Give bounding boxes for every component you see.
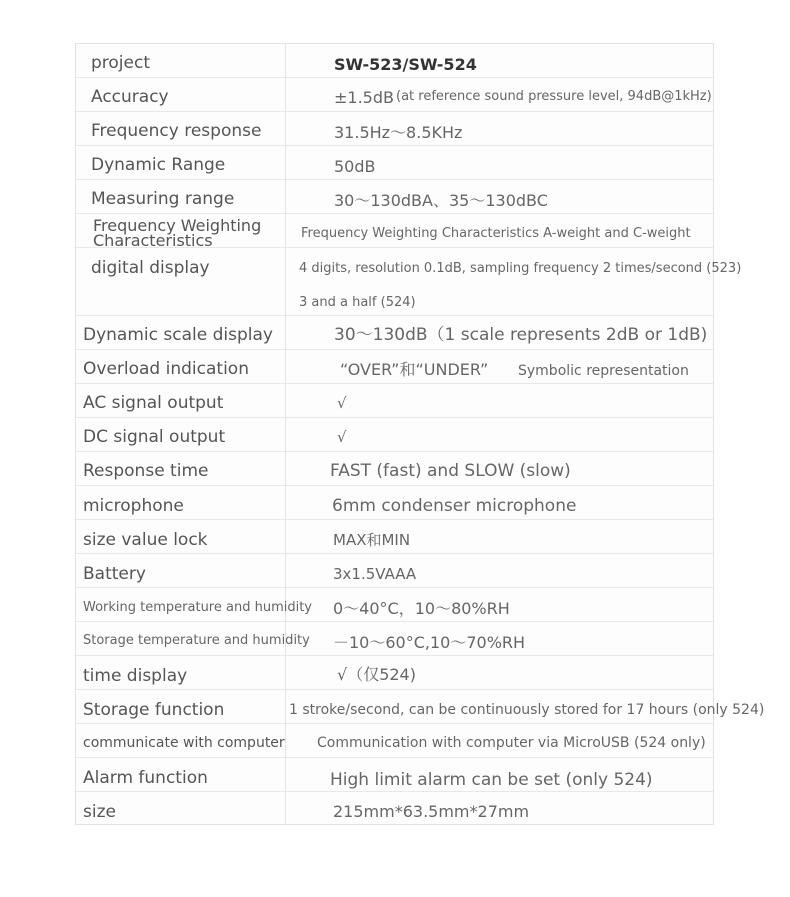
row-value-line2: 3 and a half (524) — [299, 295, 416, 310]
row-value: 1 stroke/second, can be continuously stored for 17 hours (only 524) — [289, 702, 765, 718]
row-value: “OVER”和“UNDER” — [340, 360, 489, 379]
row-label: Dynamic Range — [91, 155, 226, 175]
table-row — [76, 180, 713, 214]
row-label: communicate with computer — [83, 735, 285, 751]
row-note: Symbolic representation — [518, 363, 689, 379]
row-label: Alarm function — [83, 768, 208, 788]
table-row — [76, 146, 713, 180]
row-value: ±1.5dB — [334, 88, 394, 107]
row-label: time display — [83, 666, 188, 686]
check-mark: √ — [337, 394, 347, 412]
row-value: Communication with computer via MicroUSB (524 only) — [317, 735, 706, 751]
row-label: digital display — [91, 258, 210, 278]
table-row — [76, 350, 713, 384]
table-row — [76, 486, 713, 520]
row-value: 30～130dB（1 scale represents 2dB or 1dB) — [334, 325, 708, 345]
table-row — [76, 214, 713, 248]
row-value: FAST (fast) and SLOW (slow) — [330, 461, 571, 481]
table-row — [76, 758, 713, 792]
row-label: Storage function — [83, 700, 225, 720]
table-row — [76, 588, 713, 622]
table-row — [76, 248, 742, 316]
table-row — [76, 316, 713, 350]
row-value: 31.5Hz～8.5KHz — [334, 123, 463, 142]
row-label-line2: Characteristics — [93, 231, 213, 250]
row-label: Accuracy — [91, 87, 169, 107]
spec-table — [75, 43, 765, 825]
row-value: MAX和MIN — [333, 531, 411, 549]
table-row — [76, 112, 713, 146]
row-value: 0～40°C，10～80%RH — [333, 599, 510, 618]
row-label: Overload indication — [83, 359, 249, 379]
table-row — [76, 656, 713, 690]
row-label: Response time — [83, 461, 209, 481]
row-value: High limit alarm can be set (only 524) — [330, 770, 653, 790]
row-label: project — [91, 53, 151, 73]
row-label: Frequency Weighting — [93, 216, 262, 235]
table-row — [76, 690, 765, 724]
row-label: Working temperature and humidity — [83, 600, 312, 615]
table-row — [76, 724, 713, 758]
row-label: Measuring range — [91, 189, 235, 209]
row-value: 30～130dBA、35～130dBC — [334, 191, 548, 210]
table-row — [76, 44, 713, 78]
row-value: 50dB — [334, 157, 376, 176]
row-label: Frequency response — [91, 121, 262, 141]
table-row — [76, 452, 713, 486]
row-value: Frequency Weighting Characteristics A-weight and C-weight — [301, 226, 691, 241]
check-mark: √ — [337, 428, 347, 446]
row-value: 3x1.5VAAA — [333, 565, 417, 583]
row-value: 4 digits, resolution 0.1dB, sampling frequency 2 times/second (523) — [299, 261, 742, 276]
row-value: －10～60°C,10～70%RH — [333, 633, 526, 652]
row-value: SW-523/SW-524 — [334, 55, 477, 74]
row-label: microphone — [83, 496, 184, 516]
row-label: size value lock — [83, 530, 208, 550]
row-label: Dynamic scale display — [83, 325, 273, 345]
table-row — [76, 384, 713, 418]
row-value: 6mm condenser microphone — [332, 496, 577, 516]
row-value: 215mm*63.5mm*27mm — [333, 802, 530, 821]
row-label: DC signal output — [83, 427, 226, 447]
table-row — [76, 520, 713, 554]
table-row — [76, 418, 713, 452]
row-label: size — [83, 802, 116, 822]
table-row — [76, 622, 713, 656]
table-row — [76, 78, 713, 112]
row-value: √（仅524) — [337, 665, 416, 684]
row-label: Battery — [83, 564, 146, 584]
row-note: (at reference sound pressure level, 94dB@1kHz) — [396, 89, 712, 104]
table-row — [76, 792, 713, 825]
table-row — [76, 554, 713, 588]
row-label: Storage temperature and humidity — [83, 633, 310, 648]
row-label: AC signal output — [83, 393, 224, 413]
